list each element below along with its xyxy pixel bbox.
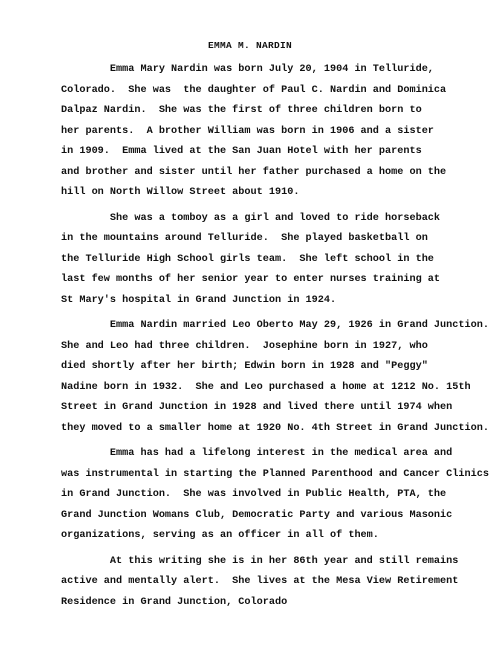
text-line: last few months of her senior year to enter nurses training at: [61, 274, 441, 285]
text-line: in Grand Junction. She was involved in Public Health, PTA, the: [61, 489, 447, 500]
text-line: her parents. A brother William was born in 1906 and a sister: [61, 125, 434, 137]
paragraph-current: [61, 552, 500, 614]
text-line: in the mountains around Telluride. She played basketball on: [61, 233, 428, 244]
document-body: [61, 60, 500, 613]
text-line: She was a tomboy as a girl and loved to ride horseback: [61, 212, 441, 224]
text-line: Colorado. She was the daughter of Paul C. Nardin and Dominica: [61, 84, 447, 96]
text-line: they moved to a smaller home at 1920 No. 4th Street in Grand Junction.: [61, 422, 489, 434]
text-line: At this writing she is in her 86th year and still remains: [61, 555, 459, 567]
text-line: Street in Grand Junction in 1928 and lived there until 1974 when: [61, 402, 453, 413]
text-line: St Mary's hospital in Grand Junction in 1924.: [61, 294, 337, 306]
paragraph-birth: [61, 60, 500, 204]
text-line: was instrumental in starting the Planned Parenthood and Cancer Clinics: [61, 468, 489, 480]
document-title: EMMA M. NARDIN: [207, 40, 292, 51]
text-line: Residence in Grand Junction, Colorado: [61, 596, 288, 608]
text-line: Dalpaz Nardin. She was the first of three children born to: [61, 105, 422, 116]
paragraph-marriage: [61, 316, 500, 439]
text-line: Emma Mary Nardin was born July 20, 1904 in Telluride,: [61, 64, 434, 75]
text-line: and brother and sister until her father purchased a home on the: [61, 166, 447, 178]
text-line: in 1909. Emma lived at the San Juan Hotel with her parents: [61, 146, 422, 157]
paragraph-interests: [61, 444, 500, 547]
text-line: She and Leo had three children. Josephine born in 1927, who: [61, 340, 428, 352]
paragraph-youth: [61, 209, 500, 312]
text-line: Nadine born in 1932. She and Leo purchased a home at 1212 No. 15th: [61, 381, 471, 393]
text-line: hill on North Willow Street about 1910.: [61, 187, 300, 198]
text-line: Emma has had a lifelong interest in the medical area and: [61, 448, 453, 459]
text-line: Emma Nardin married Leo Oberto May 29, 1926 in Grand Junction.: [61, 320, 489, 331]
text-line: the Telluride High School girls team. She left school in the: [61, 253, 434, 265]
text-line: organizations, serving as an officer in all of them.: [61, 530, 379, 541]
text-line: active and mentally alert. She lives at the Mesa View Retirement: [61, 576, 459, 587]
text-line: died shortly after her birth; Edwin born in 1928 and "Peggy": [61, 361, 428, 372]
text-line: Grand Junction Womans Club, Democratic Party and various Masonic: [61, 509, 453, 521]
